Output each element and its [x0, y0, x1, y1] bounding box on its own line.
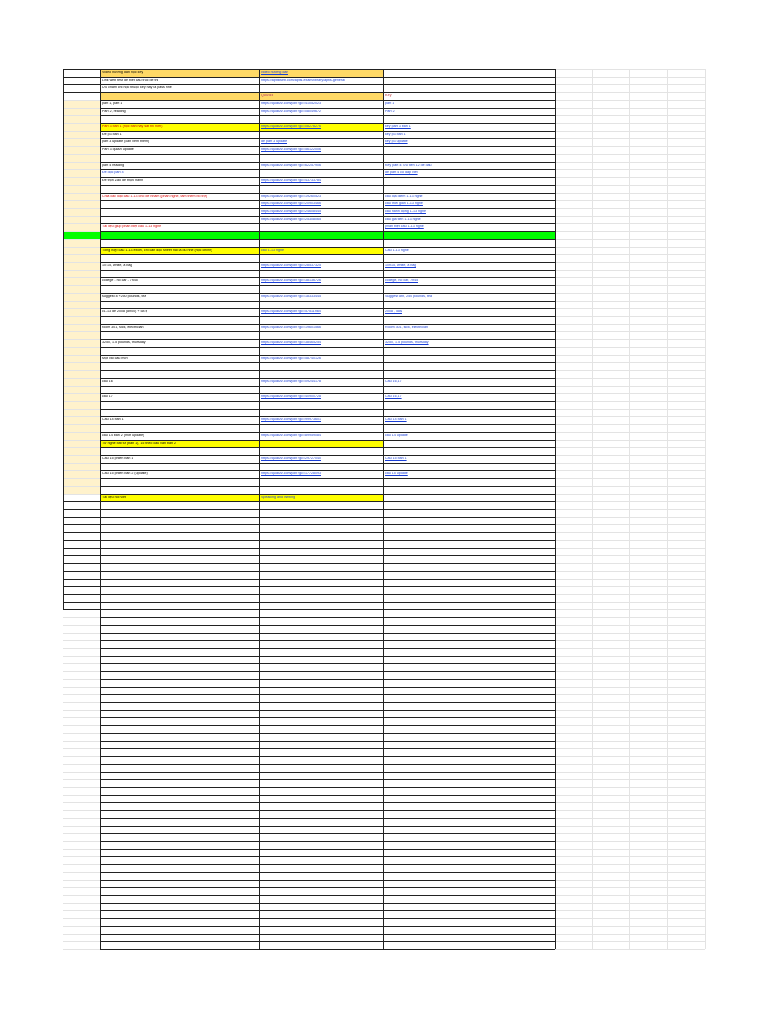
grid-hline	[63, 548, 555, 549]
cell-link-b[interactable]: https://quizizz.com/join?gc=28537325	[261, 264, 322, 267]
cell-text-a: Ưu chăm chỉ học thuộc key này là pass nhé	[102, 86, 172, 90]
grid-hline	[100, 756, 555, 757]
grid-hline	[100, 826, 555, 827]
cell-link-b[interactable]: https://quizizz.com/join?gc=56122006	[261, 148, 322, 152]
cell-text-a: câu 14 bản 2 (mới update)	[102, 433, 145, 437]
cell-text-a: c1-13 đề 2008 (8h00) + 58 $	[102, 310, 148, 314]
cell-text-a: part 1, part 1	[102, 101, 123, 105]
grid-hline	[100, 772, 555, 773]
cell-link-b[interactable]: https://quizizz.com/join?gc=40900728	[261, 395, 322, 399]
cell-link-c[interactable]: key part 3 bản 1	[385, 125, 411, 129]
cell-link-c[interactable]: 10h15, white, a bag	[385, 264, 417, 267]
row-highlight	[100, 92, 383, 100]
grid-hline	[100, 887, 555, 888]
grid-hline	[63, 602, 555, 603]
cell-link-b[interactable]: https://quizizz.com/join?gc=41052023	[261, 101, 322, 105]
grid-hline	[100, 301, 555, 302]
cell-text-a: Câu 15 phiên bản 2 (update)	[102, 472, 148, 476]
grid-hline	[100, 208, 555, 209]
cell-text-a: Đề trộn Zao đề thực hành	[102, 179, 144, 183]
cell-text-a: Tài liệu nói viết	[102, 495, 126, 499]
cell-link-b[interactable]: https://quizizz.com/join?gc=17728093	[261, 472, 322, 476]
cell-link-c[interactable]: Part 2	[385, 109, 395, 113]
grid-hline	[100, 903, 555, 904]
cell-text-a: Tổng hợp câu 1-13 excel, chỉ cần đọc sheet hai là đủ nhé (học chính)	[102, 248, 213, 252]
cell-link-c[interactable]: câu 14 update	[385, 433, 408, 437]
cell-link-c[interactable]: Câu 16,17	[385, 395, 402, 399]
grid-hline	[63, 517, 555, 518]
cell-text-a: college - no car - 7h45	[102, 279, 138, 283]
grid-hline	[100, 401, 555, 402]
grid-hline	[63, 571, 555, 572]
cell-link-b[interactable]: https://quizizz.com/join?gc=19601566	[261, 325, 322, 329]
grid-hline	[63, 555, 555, 556]
grid-hline	[63, 532, 555, 533]
grid-hline	[63, 77, 555, 78]
grid-hline	[100, 370, 555, 371]
grid-hline	[100, 486, 555, 487]
grid-hline	[63, 524, 555, 525]
grid-hline	[100, 393, 555, 394]
grid-hline	[63, 69, 555, 70]
grid-hline	[100, 169, 555, 170]
grid-hline	[100, 223, 555, 224]
cell-link-c[interactable]: câu thời gian 1-13 nghe	[385, 202, 423, 206]
grid-hline	[100, 818, 555, 819]
cell-link-b[interactable]: https://quizizz.com/join?gc=99973601	[261, 418, 322, 422]
cell-link-c[interactable]: 3250, 1.5 pounds, thursday	[385, 341, 429, 345]
grid-hline	[100, 941, 555, 942]
grid-hline	[100, 216, 555, 217]
grid-hline	[100, 262, 555, 263]
cell-link-b[interactable]: https://quizizz.com/join?gc=38465254	[261, 341, 322, 345]
cell-text-a: Từ nghe bắt từ (bản 1), 15 theo cấu văn bản 2	[102, 441, 176, 445]
cell-link-c[interactable]: Câu 15 bản 1	[385, 457, 407, 460]
grid-hline	[100, 162, 555, 163]
cell-text-a: Video hướng dẫn học key	[102, 71, 144, 74]
grid-hline	[100, 108, 555, 109]
cell-link-b[interactable]: https://quizizz.com/join?gc=62257906	[261, 163, 322, 167]
grid-hline	[100, 355, 555, 356]
cell-text-a: part 3 update (cần xem thêm)	[102, 140, 150, 144]
cell-text-a: Part 2, reading	[102, 109, 126, 113]
grid-hline	[100, 386, 555, 387]
cell-text-a: suggest 8 +250 pounds, tea	[102, 294, 147, 298]
grid-hline	[100, 934, 555, 935]
cell-link-b[interactable]: https://quizizz.com/join?gc=25308065	[261, 217, 322, 221]
section-column-fill	[63, 100, 100, 494]
grid-hline	[100, 154, 555, 155]
spreadsheet-grid	[63, 69, 705, 949]
grid-hline	[63, 594, 555, 595]
cell-text-a: Một vài câu mới	[102, 356, 128, 360]
cell-link-c[interactable]: key p3 bản 1	[385, 132, 406, 136]
grid-vline	[100, 69, 101, 949]
cell-text-a: Đề p3 bản 1	[102, 132, 122, 136]
cell-text-a: Chia các loại câu 1-13 cho dễ nhầm (phần nghe, tám thêm bổ trợ)	[102, 194, 208, 198]
cell-link-b[interactable]: https://quizizz.com/join?gc=18333445	[261, 294, 322, 298]
grid-hline	[63, 579, 555, 580]
cell-link-c[interactable]: part 1	[385, 101, 395, 105]
grid-hline	[100, 764, 555, 765]
cell-link-c[interactable]: câu giá tiền 1-13 nghe	[385, 217, 421, 221]
grid-hline	[100, 895, 555, 896]
grid-hline	[63, 540, 555, 541]
grid-hline	[100, 810, 555, 811]
cell-link-c[interactable]: phân biệt câu 1-13 nghe	[385, 225, 424, 229]
grid-vline	[63, 69, 64, 609]
grid-hline	[100, 725, 555, 726]
grid-vline	[259, 69, 260, 949]
grid-hline	[100, 702, 555, 703]
grid-hline	[100, 185, 555, 186]
cell-link-b: Quizizz	[261, 94, 274, 98]
grid-hline	[63, 92, 555, 93]
grid-hline	[100, 254, 555, 255]
grid-hline	[100, 193, 555, 194]
grid-hline	[100, 424, 555, 425]
cell-link-c[interactable]: đề part 4 có đáp viết	[385, 171, 418, 175]
grid-hline	[100, 640, 555, 641]
grid-hline	[100, 308, 555, 309]
grid-hline	[63, 509, 555, 510]
cell-link-c[interactable]: 2008 , 58$	[385, 310, 402, 314]
cell-link-b[interactable]: đề part 3 update	[261, 140, 288, 144]
grid-hline	[100, 270, 555, 271]
cell-link-b[interactable]: https://aptisweb.com/aptis-exam/library/aptis-general	[261, 78, 345, 82]
grid-vline	[383, 69, 384, 949]
grid-hline	[100, 694, 555, 695]
grid-vline	[555, 69, 556, 949]
cell-text-a: Part 3 bản 1 (học bản này sát thi hơn)	[102, 125, 163, 129]
grid-vline-light	[629, 69, 630, 949]
grid-hline	[100, 625, 555, 626]
grid-hline	[63, 501, 555, 502]
grid-hline	[100, 949, 555, 950]
grid-hline	[100, 285, 555, 286]
grid-hline	[100, 231, 555, 232]
cell-link-b[interactable]: https://quizizz.com/join?gc=57511984	[261, 310, 321, 314]
grid-vline-light	[667, 69, 668, 949]
grid-hline	[100, 679, 555, 680]
grid-vline-light	[592, 69, 593, 949]
grid-hline	[100, 872, 555, 873]
cell-text-a: câu 17	[102, 395, 113, 399]
grid-hline	[100, 277, 555, 278]
grid-hline	[100, 671, 555, 672]
grid-hline	[100, 849, 555, 850]
cell-link-b[interactable]: https://quizizz.com/join?gc=24608445	[261, 209, 322, 213]
grid-hline	[100, 470, 555, 471]
cell-link-c[interactable]: câu hành động 1-13 nghe	[385, 209, 426, 213]
grid-hline	[100, 617, 555, 618]
grid-hline	[100, 409, 555, 410]
grid-hline	[100, 463, 555, 464]
grid-hline	[100, 717, 555, 718]
cell-text-a: Đề đọc part 4	[102, 171, 124, 175]
cell-link-b[interactable]: https://quizizz.com/join?gc=19260523	[261, 194, 322, 198]
grid-hline	[100, 795, 555, 796]
grid-hline	[100, 347, 555, 348]
grid-hline	[100, 733, 555, 734]
cell-link-b[interactable]: câu 1-13 nghe	[261, 248, 284, 252]
grid-hline	[100, 833, 555, 834]
cell-link-c[interactable]: câu 15 update	[385, 472, 408, 476]
grid-hline	[100, 131, 555, 132]
grid-hline	[100, 478, 555, 479]
cell-link-b[interactable]: video hướng dẫn	[261, 71, 289, 74]
cell-link-c[interactable]: Room 301, sick, electrician	[385, 325, 428, 329]
grid-hline	[100, 864, 555, 865]
cell-link-c[interactable]: Câu 14 bản 1	[385, 418, 407, 422]
grid-hline	[100, 648, 555, 649]
grid-hline	[100, 748, 555, 749]
grid-hline	[100, 138, 555, 139]
grid-hline	[100, 910, 555, 911]
cell-link-c[interactable]: Câu 1-13 nghe	[385, 248, 409, 252]
cell-link-b[interactable]: https://quizizz.com/join?gc=20903466	[261, 202, 322, 206]
row-highlight	[100, 494, 383, 502]
grid-hline	[100, 787, 555, 788]
cell-link-b[interactable]: https://quizizz.com/join?gc=89959084	[261, 433, 322, 437]
cell-link-b[interactable]: https://quizizz.com/join?gc=08049672	[261, 109, 322, 113]
grid-hline	[100, 115, 555, 116]
grid-hline	[100, 926, 555, 927]
grid-hline	[100, 324, 555, 325]
cell-link-b[interactable]: https://quizizz.com/join?gc=09244178	[261, 379, 322, 383]
grid-hline	[100, 316, 555, 317]
grid-vline-light	[705, 69, 706, 949]
grid-hline	[100, 146, 555, 147]
grid-hline	[100, 177, 555, 178]
grid-hline	[100, 633, 555, 634]
grid-hline	[100, 710, 555, 711]
grid-hline	[100, 100, 555, 101]
cell-link-b[interactable]: https://quizizz.com/join?gc=08278276	[261, 125, 322, 129]
cell-text-a: Part 3 quizzi update	[102, 148, 134, 152]
cell-link-c[interactable]: Key part 4: ưu tiên 12 đề đầu	[385, 163, 432, 167]
grid-hline	[100, 841, 555, 842]
grid-hline	[100, 416, 555, 417]
grid-hline	[100, 856, 555, 857]
cell-link-b[interactable]: https://quizizz.com/join?gc=38136726	[261, 279, 322, 283]
cell-text-a: Câu 15 phiên bản 1	[102, 457, 134, 460]
cell-text-a: 10:15, white, a bag	[102, 264, 133, 267]
cell-text-a: 3250, 1.5 pounds, thursday	[102, 341, 146, 345]
grid-hline	[63, 586, 555, 587]
row-highlight	[63, 231, 555, 239]
cell-link-c[interactable]: key p3 update	[385, 140, 408, 144]
grid-hline	[100, 239, 555, 240]
cell-link-c[interactable]: câu địa điểm 1-13 nghe	[385, 194, 423, 198]
cell-link-b[interactable]: Speaking and Writing	[261, 495, 296, 499]
grid-hline	[100, 293, 555, 294]
grid-hline	[63, 84, 555, 85]
cell-text-a: Câu 14 bản 1	[102, 418, 124, 422]
grid-hline	[100, 432, 555, 433]
grid-hline	[100, 802, 555, 803]
grid-hline	[100, 455, 555, 456]
grid-hline	[100, 378, 555, 379]
cell-link-b[interactable]: https://quizizz.com/join?gc=58740126	[261, 356, 322, 360]
grid-hline	[100, 200, 555, 201]
grid-hline	[100, 123, 555, 124]
grid-hline	[100, 741, 555, 742]
grid-hline	[100, 687, 555, 688]
cell-link-c: Key	[385, 94, 392, 98]
grid-hline	[100, 447, 555, 448]
cell-text-a: Tài liệu giúp phân biệt câu 1-13 nghe	[102, 225, 162, 229]
grid-hline	[100, 247, 555, 248]
grid-hline	[100, 779, 555, 780]
cell-link-c[interactable]: Câu 16,17	[385, 379, 402, 383]
grid-hline	[100, 362, 555, 363]
cell-link-c[interactable]: Suggest 8th, 250 pounds, tea	[385, 294, 432, 298]
cell-text-a: câu 16	[102, 379, 113, 383]
cell-text-a: room 301, sick, electrician	[102, 325, 144, 329]
grid-hline	[63, 609, 555, 610]
cell-text-a: Link web test để biết cấu trúc đề thi	[102, 78, 159, 82]
grid-hline	[100, 331, 555, 332]
cell-link-c[interactable]: college, no car, 7h45	[385, 279, 419, 283]
grid-hline	[100, 880, 555, 881]
cell-link-b[interactable]: https://quizizz.com/join?gc=43733784	[261, 179, 322, 183]
cell-link-b[interactable]: https://quizizz.com/join?gc=29727040	[261, 457, 322, 460]
grid-hline	[100, 494, 555, 495]
grid-hline	[100, 918, 555, 919]
grid-hline	[63, 563, 555, 564]
grid-hline	[100, 663, 555, 664]
cell-text-a: part 4 reading	[102, 163, 125, 167]
grid-hline	[100, 339, 555, 340]
grid-hline	[100, 440, 555, 441]
grid-hline	[100, 656, 555, 657]
